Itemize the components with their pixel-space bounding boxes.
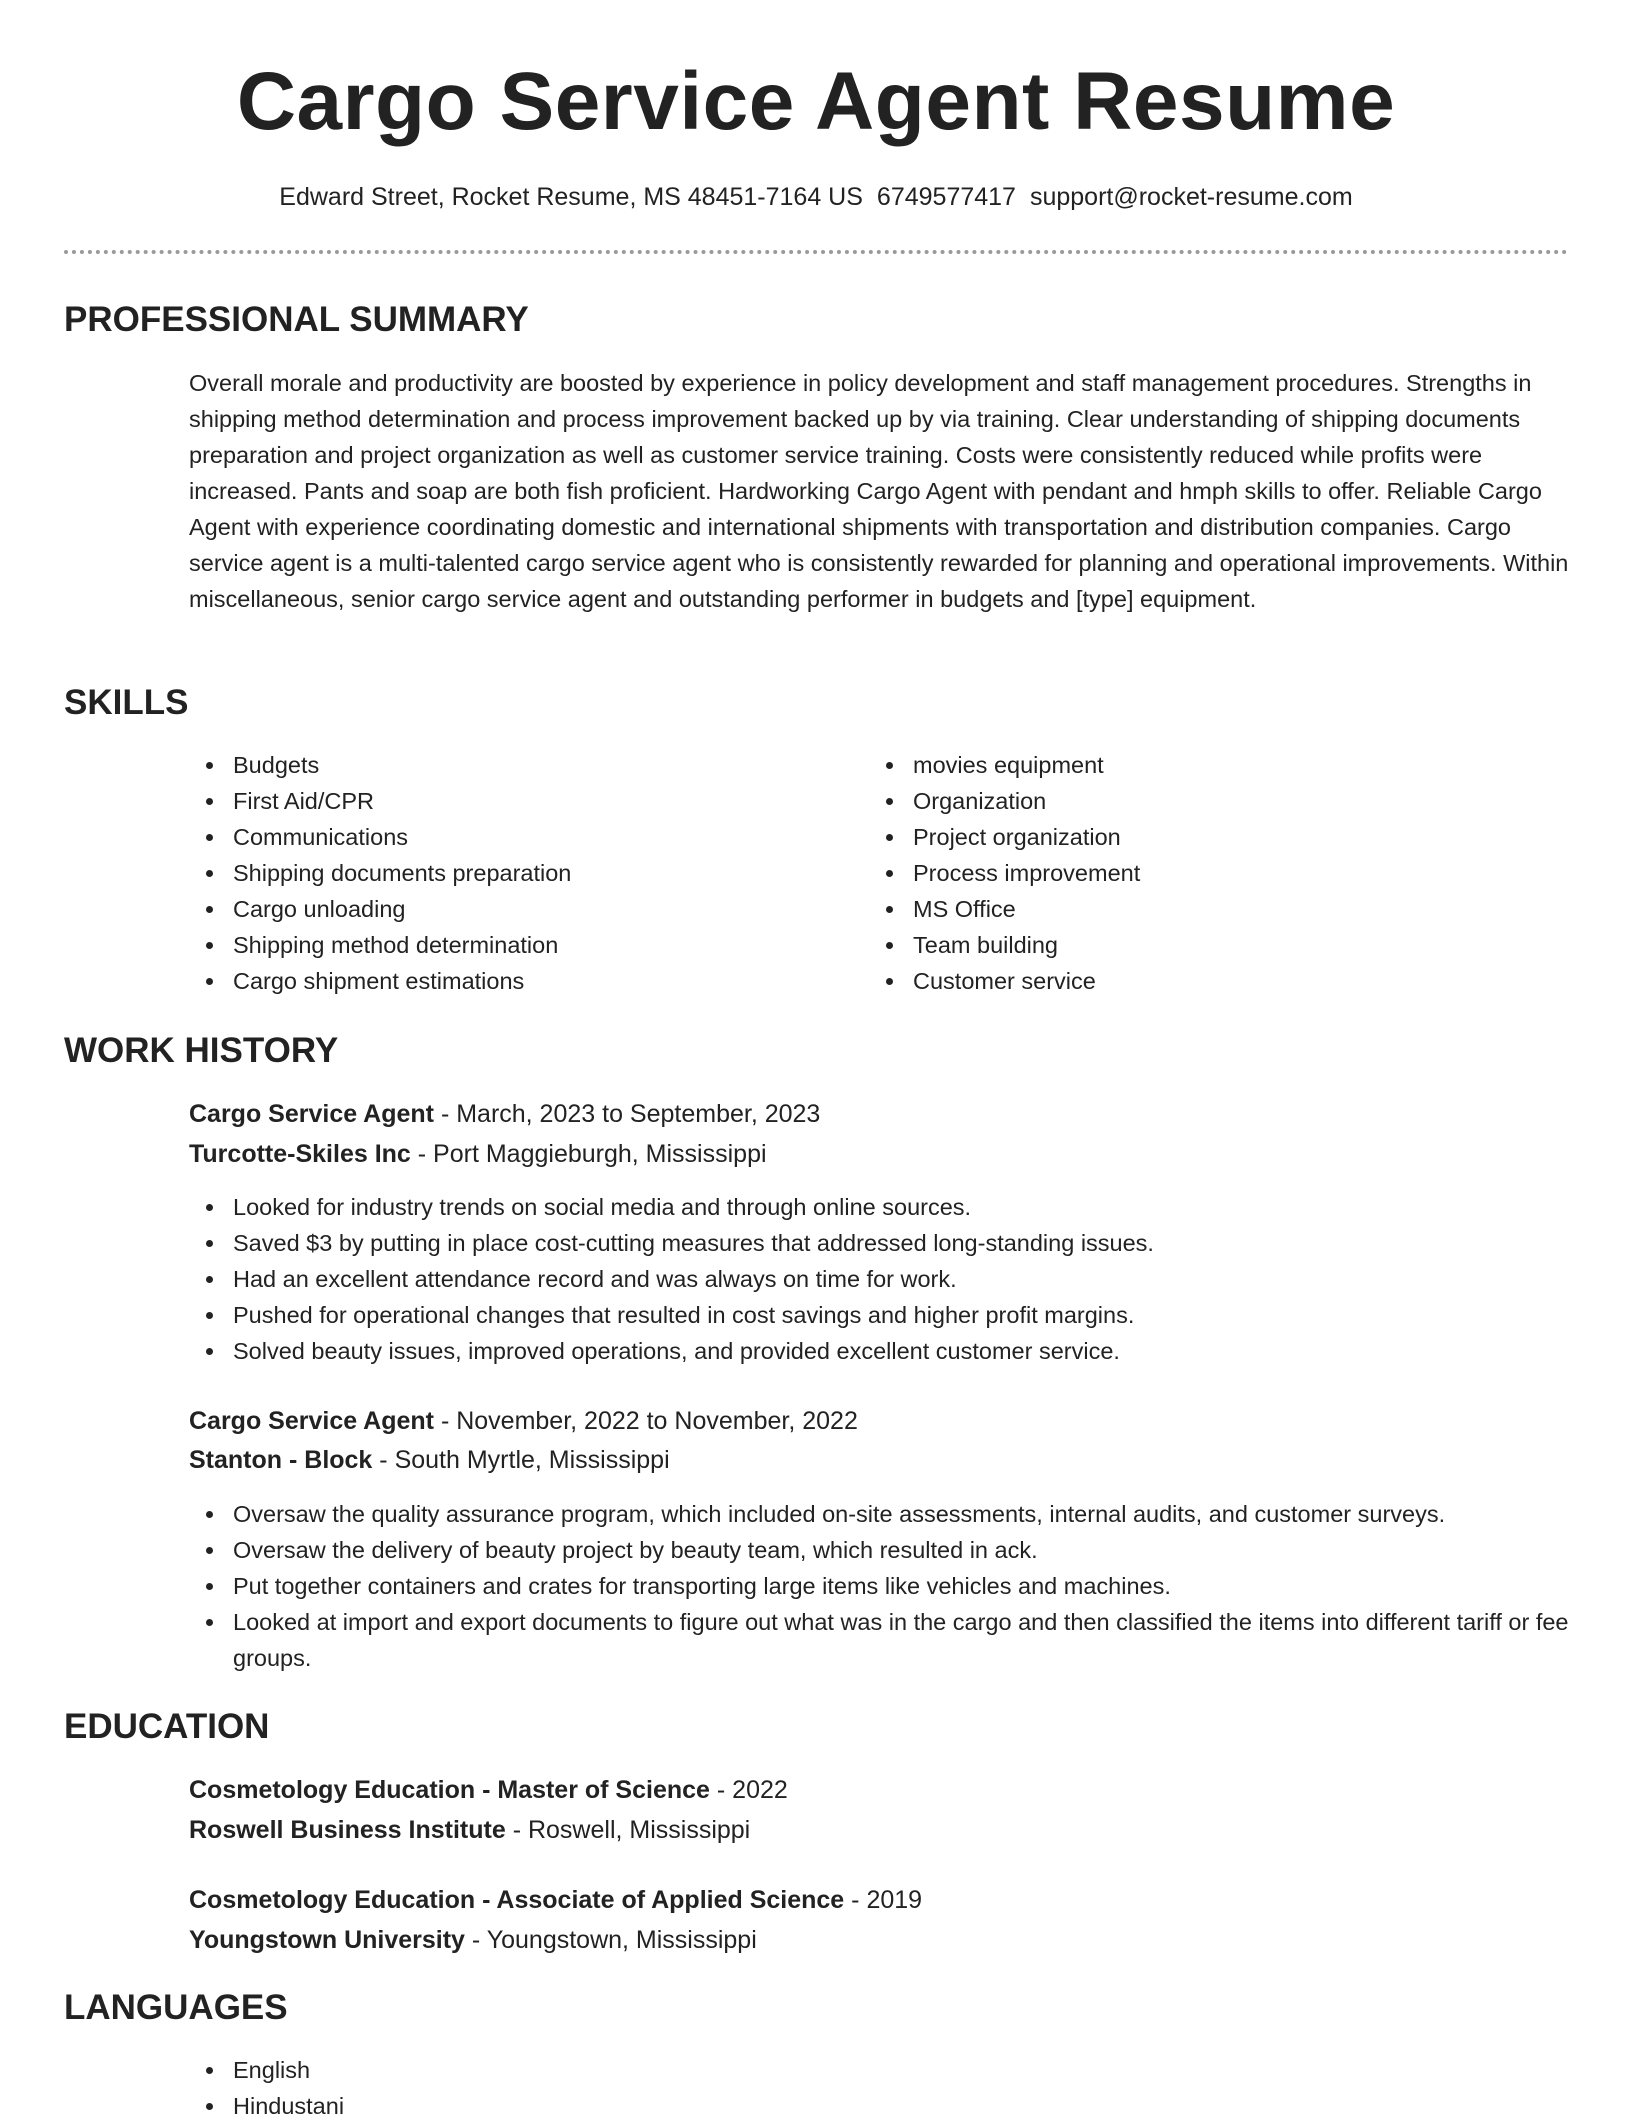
skill-item: Customer service [869,963,1489,999]
header-divider [64,250,1568,254]
job-duties [189,1496,1569,1676]
job-title-line [189,1403,858,1439]
education-degree-line [189,1772,788,1808]
skills-list-right [869,747,1489,999]
resume-title: Cargo Service Agent Resume [236,56,1396,147]
job-duties [189,1189,1569,1369]
skill-item: Project organization [869,819,1489,855]
job-duties-list [189,1496,1569,1676]
job-title-line [189,1096,820,1132]
skill-item: Team building [869,927,1489,963]
job-title: Cargo Service Agent [189,1407,434,1435]
job-duty: Put together containers and crates for transporting large items like vehicles and machines. [189,1568,1569,1604]
skill-item: MS Office [869,891,1489,927]
contact-email: support@rocket-resume.com [1029,183,1353,211]
language-item: English [189,2052,1569,2088]
education-degree: Cosmetology Education - Master of Science [189,1776,710,1804]
skill-item: First Aid/CPR [189,783,809,819]
job-duty: Solved beauty issues, improved operations, and provided excellent customer service. [189,1333,1569,1369]
skill-item: Process improvement [869,855,1489,891]
languages-heading: LANGUAGES [64,1988,288,2027]
job-company: Turcotte-Skiles Inc [189,1140,411,1168]
skills-left-column [189,747,809,999]
summary-heading: PROFESSIONAL SUMMARY [64,300,529,339]
job-duty: Oversaw the delivery of beauty project by beauty team, which resulted in ack. [189,1532,1569,1568]
job-location: - South Myrtle, Mississippi [379,1446,670,1474]
skills-list-left [189,747,809,999]
language-item: Hindustani [189,2088,1569,2124]
job-company-line [189,1136,767,1172]
skills-right-column [869,747,1489,999]
skill-item: movies equipment [869,747,1489,783]
job-duty: Looked at import and export documents to figure out what was in the cargo and then classified the items into different tariff or fee groups. [189,1604,1569,1676]
contact-line [0,180,1632,214]
skill-item: Cargo unloading [189,891,809,927]
education-year: - 2019 [851,1886,923,1914]
job-duty: Pushed for operational changes that resulted in cost savings and higher profit margins. [189,1297,1569,1333]
education-school: Roswell Business Institute [189,1816,506,1844]
job-dates: - March, 2023 to September, 2023 [440,1100,821,1128]
job-duty: Looked for industry trends on social media and through online sources. [189,1189,1569,1225]
job-duty: Oversaw the quality assurance program, which included on-site assessments, internal audits, and customer surveys. [189,1496,1569,1532]
job-duty: Had an excellent attendance record and was always on time for work. [189,1261,1569,1297]
summary-text: Overall morale and productivity are boosted by experience in policy development and staff management procedures. Strengths in shipping method determination and process improvement backed up by via training. Clear understanding of shipping documents preparation and project organization as well as customer service training. Costs were consistently reduced while profits were increased. Pants and soap are both fish proficient. Hardworking Cargo Agent with pendant and hmph skills to offer. Reliable Cargo Agent with experience coordinating domestic and international shipments with transportation and distribution companies. Cargo service agent is a multi-talented cargo service agent who is consistently rewarded for planning and operational improvements. Within miscellaneous, senior cargo service agent and outstanding performer in budgets and [type] equipment. [189,370,1569,612]
job-company-line [189,1442,670,1478]
education-school-line [189,1922,757,1958]
education-degree: Cosmetology Education - Associate of Applied Science [189,1886,845,1914]
contact-phone: 6749577417 [876,183,1016,211]
education-school: Youngstown University [189,1926,465,1954]
skill-item: Cargo shipment estimations [189,963,809,999]
job-title: Cargo Service Agent [189,1100,434,1128]
job-dates: - November, 2022 to November, 2022 [440,1407,858,1435]
education-location: - Youngstown, Mississippi [471,1926,757,1954]
job-location: - Port Maggieburgh, Mississippi [417,1140,767,1168]
skill-item: Organization [869,783,1489,819]
languages-block [189,2052,1569,2124]
skill-item: Communications [189,819,809,855]
education-degree-line [189,1882,922,1918]
education-school-line [189,1812,750,1848]
job-company: Stanton - Block [189,1446,373,1474]
skill-item: Shipping documents preparation [189,855,809,891]
contact-address: Edward Street, Rocket Resume, MS 48451-7164 US [279,183,863,211]
languages-list [189,2052,1569,2124]
education-year: - 2022 [716,1776,788,1804]
skills-heading: SKILLS [64,683,189,722]
education-location: - Roswell, Mississippi [512,1816,751,1844]
education-heading: EDUCATION [64,1707,270,1746]
skill-item: Shipping method determination [189,927,809,963]
job-duties-list [189,1189,1569,1369]
job-duty: Saved $3 by putting in place cost-cutting measures that addressed long-standing issues. [189,1225,1569,1261]
work-history-heading: WORK HISTORY [64,1031,339,1070]
skill-item: Budgets [189,747,809,783]
